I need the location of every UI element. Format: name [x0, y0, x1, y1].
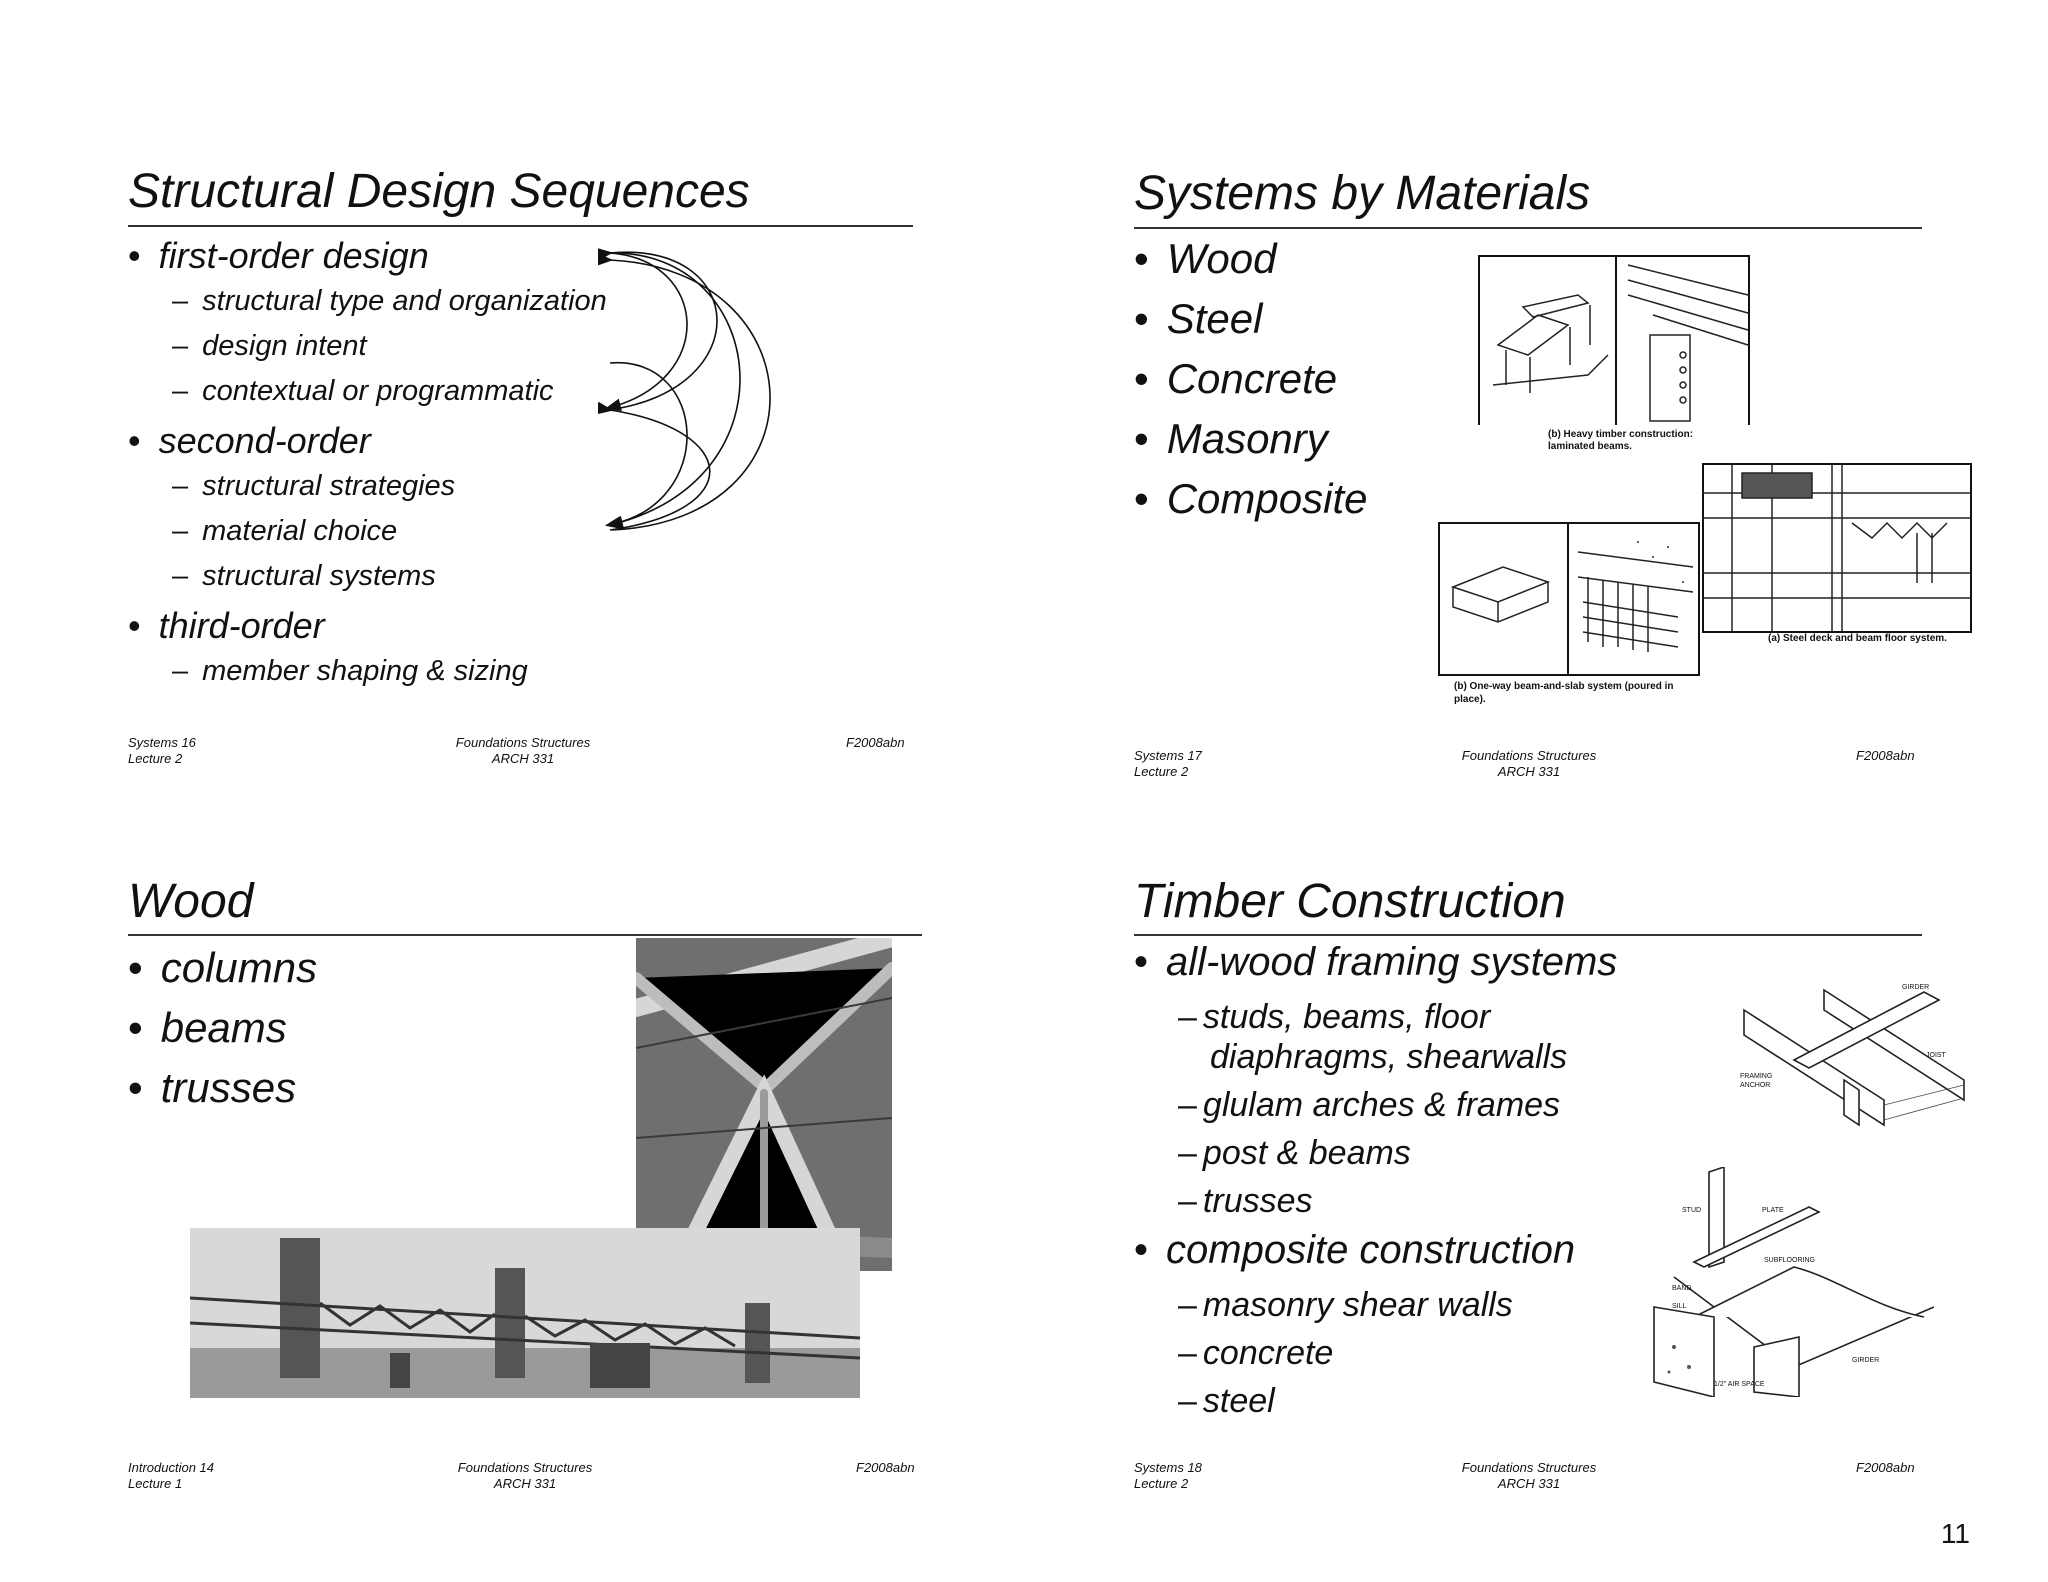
- girder-joist-sketch: [1734, 980, 1974, 1145]
- list-item: – trusses: [1178, 1182, 1313, 1220]
- footer-left: Systems 17 Lecture 2: [1134, 748, 1202, 779]
- list-item: – structural strategies: [172, 470, 456, 502]
- one-way-slab-figure: [1438, 522, 1700, 717]
- sketch-label: PLATE: [1762, 1207, 1784, 1214]
- slide-timber-construction: [1134, 872, 2048, 1572]
- list-item: • beams: [128, 1004, 287, 1051]
- slide-structural-design-sequences: [128, 160, 1128, 860]
- girder-joist-drawing: [1734, 980, 1974, 1145]
- list-item: – masonry shear walls: [1178, 1286, 1513, 1324]
- sketch-label: STUD: [1682, 1207, 1702, 1214]
- list-item: – post & beams: [1178, 1134, 1411, 1172]
- sketch-label: SUBFLOORING: [1764, 1257, 1815, 1264]
- slide-title: Wood: [128, 875, 254, 928]
- list-item: • Masonry: [1134, 415, 1328, 462]
- sketch-label: JOIST: [1926, 1052, 1946, 1059]
- title-rule: [1134, 934, 1922, 936]
- footer-center: Foundations Structures ARCH 331: [1461, 748, 1597, 779]
- feedback-arrows-diagram: [598, 230, 918, 560]
- list-item: • first-order design: [128, 235, 429, 276]
- footer-left: Systems 18 Lecture 2: [1134, 1460, 1202, 1491]
- list-item: – glulam arches & frames: [1178, 1086, 1561, 1124]
- list-item: • second-order: [128, 420, 371, 461]
- list-item: • Wood: [1134, 235, 1277, 282]
- timber-bridge-photo: [190, 1228, 860, 1398]
- list-item-continuation: diaphragms, shearwalls: [1210, 1038, 1568, 1076]
- steel-deck-drawing: [1702, 463, 1972, 633]
- list-item: • Concrete: [1134, 355, 1338, 402]
- footer-center: Foundations Structures ARCH 331: [1461, 1460, 1597, 1491]
- one-way-slab-drawing: [1438, 522, 1700, 677]
- sketch-label: BAND: [1672, 1285, 1692, 1292]
- timber-truss-photo: [636, 938, 892, 1271]
- list-item: • composite construction: [1134, 1228, 1576, 1272]
- footer-left: Introduction 14 Lecture 1: [128, 1460, 215, 1491]
- list-item: – material choice: [172, 515, 398, 547]
- list-item: – concrete: [1178, 1334, 1334, 1372]
- list-item: • third-order: [128, 605, 325, 646]
- sketch-label: SILL: [1672, 1303, 1687, 1310]
- slide-title: Structural Design Sequences: [128, 165, 750, 218]
- sketch-label: FRAMING ANCHOR: [1740, 1073, 1773, 1089]
- footer-right: F2008abn: [846, 735, 905, 750]
- slide-systems-by-materials: [1134, 160, 2048, 860]
- list-item: • Composite: [1134, 475, 1368, 522]
- list-item: – contextual or programmatic: [172, 375, 554, 407]
- footer-center: Foundations Structures ARCH 331: [455, 735, 591, 766]
- figure-caption: (b) One-way beam-and-slab system (poured in place).: [1454, 681, 1674, 705]
- figure-caption: (a) Steel deck and beam floor system.: [1768, 633, 1947, 644]
- figure-caption: (b) Heavy timber construction: laminated beams.: [1548, 429, 1694, 452]
- title-rule: [128, 225, 913, 227]
- title-rule: [1134, 227, 1922, 229]
- footer-left: Systems 16 Lecture 2: [128, 735, 196, 766]
- list-item: • all-wood framing systems: [1134, 940, 1618, 984]
- list-item: – steel: [1178, 1382, 1275, 1420]
- title-rule: [128, 934, 922, 936]
- stud-floor-sketch: [1634, 1167, 1934, 1397]
- sketch-label: GIRDER: [1852, 1357, 1880, 1364]
- footer-right: F2008abn: [856, 1460, 915, 1475]
- heavy-timber-figure: [1478, 255, 1750, 465]
- slide-wood: [128, 872, 1128, 1572]
- list-item: – structural type and organization: [172, 285, 607, 317]
- list-item: • trusses: [128, 1064, 297, 1111]
- steel-deck-figure: [1702, 463, 1972, 648]
- footer-right: F2008abn: [1856, 1460, 1915, 1475]
- stud-floor-drawing: [1634, 1167, 1934, 1397]
- heavy-timber-drawing: [1478, 255, 1750, 425]
- list-item: • Steel: [1134, 295, 1263, 342]
- list-item: – structural systems: [172, 560, 436, 592]
- list-item: – studs, beams, floor: [1178, 998, 1491, 1036]
- page-number: 11: [1940, 1518, 1970, 1549]
- list-item: – member shaping & sizing: [172, 655, 528, 687]
- slide-title: Timber Construction: [1134, 875, 1566, 928]
- slide-title: Systems by Materials: [1134, 167, 1591, 220]
- list-item: – design intent: [172, 330, 367, 362]
- list-item: • columns: [128, 944, 318, 991]
- sketch-label: 1/2" AIR SPACE: [1714, 1381, 1765, 1388]
- footer-right: F2008abn: [1856, 748, 1915, 763]
- sketch-label: GIRDER: [1902, 984, 1930, 991]
- footer-center: Foundations Structures ARCH 331: [457, 1460, 593, 1491]
